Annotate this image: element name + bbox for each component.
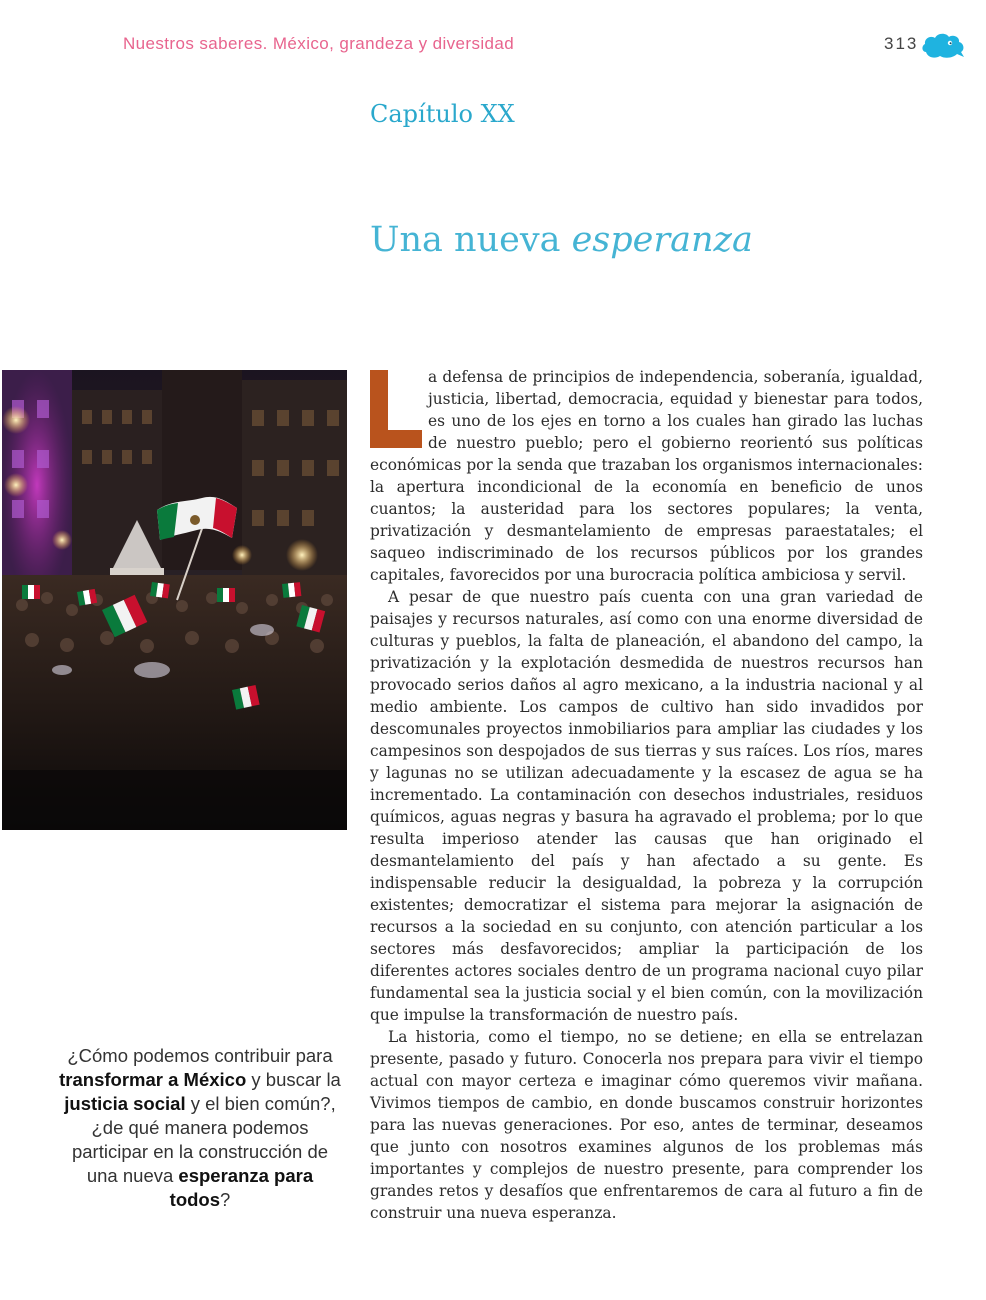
question-emphasis-2: justicia social — [64, 1093, 186, 1114]
chapter-label: Capítulo XX — [370, 100, 515, 128]
chapter-title — [370, 220, 753, 260]
cloud-mascot-icon — [920, 30, 966, 64]
question-text-3: y el bien común?, ¿de qué manera podemos participar en la construcción de una nueva — [71, 1093, 336, 1186]
question-text-2: y buscar la — [246, 1069, 341, 1090]
running-header: Nuestros saberes. México, grandeza y diversidad — [123, 34, 515, 53]
crowd-flags-illustration — [2, 370, 347, 830]
body-paragraph-2: A pesar de que nuestro país cuenta con una gran variedad de paisajes y recursos naturales, así como con una enorme diversidad de culturas y pueblos, la falta de planeación, el abandono del campo, la privatización y la explotación desmedida de nuestros recursos han provocado serios daños al agro mexicano, a la industria nacional y al medio ambiente. Los campos de cultivo han sido invadidos por descomunales proyectos inmobiliarios para ampliar las ciudades y los campesinos son despojados de sus tierras y sus raíces. Los ríos, mares y lagunas no se utilizan adecuadamente y la escasez de agua se ha incrementado. La contaminación con desechos industriales, residuos químicos, aguas negras y basura ha agravado el problema; por lo que resulta imperioso atender las causas que han originado el desmantelamiento del país y han afectado a su gente. Es indispensable reducir la desigualdad, la pobreza y la corrupción existentes; democratizar el sistema para mejorar la asignación de recursos a la sociedad en su conjunto, con atención particular a los sectores más desfavorecidos; ampliar la participación de los diferentes actores sociales dentro de un programa nacional cuyo pilar fundamental sea la justicia social y el bien común, con la movilización que impulse la transformación de nuestro país. — [370, 588, 923, 1024]
dropcap-glyph — [370, 370, 422, 448]
reflection-question — [55, 1044, 345, 1212]
question-emphasis-3: esperanza para todos — [169, 1165, 314, 1210]
chapter-body — [370, 366, 923, 1224]
crowd-photo — [2, 370, 347, 830]
question-text-4: ? — [220, 1189, 231, 1210]
question-emphasis-1: transformar a México — [59, 1069, 247, 1090]
body-paragraph-1-text: a defensa de principios de independencia, soberanía, igualdad, justicia, libertad, democracia, equidad y bienestar para todos, es uno de los ejes en torno a los cuales han girado las luchas de nuestro pueblo; pero el gobierno reorientó sus políticas económicas por la senda que trazaban los organismos internacionales: la apertura incondicional de la economía en beneficio de unos cuantos; la austeridad para los sectores populares; la venta, privatización y desmantelamiento de empresas paraestatales; el saqueo indiscriminado de los recursos públicos por los grandes capitales, favorecidos por una burocracia política ambiciosa y servil. — [370, 368, 923, 584]
body-paragraph-3: La historia, como el tiempo, no se detiene; en ella se entrelazan presente, pasado y futuro. Conocerla nos prepara para vivir el tiempo actual con mayor certeza e imaginar cómo queremos vivir mañana. Vivimos tiempos de cambio, en donde buscamos construir horizontes para las nuevas generaciones. Por eso, antes de terminar, deseamos que junto con nosotros examines algunos de los problemas más importantes y complejos de nuestro presente, para comprender los grandes retos y desafíos que enfrentaremos de cara al futuro a fin de construir una nueva esperanza. — [370, 1028, 923, 1222]
page-number: 313 — [884, 34, 919, 53]
dropcap-letter — [370, 370, 422, 448]
question-text-1: ¿Cómo podemos contribuir para — [67, 1045, 333, 1066]
chapter-title-italic: esperanza — [571, 220, 753, 260]
chapter-title-plain: Una nueva — [370, 220, 572, 260]
body-paragraph-1 — [370, 366, 923, 586]
